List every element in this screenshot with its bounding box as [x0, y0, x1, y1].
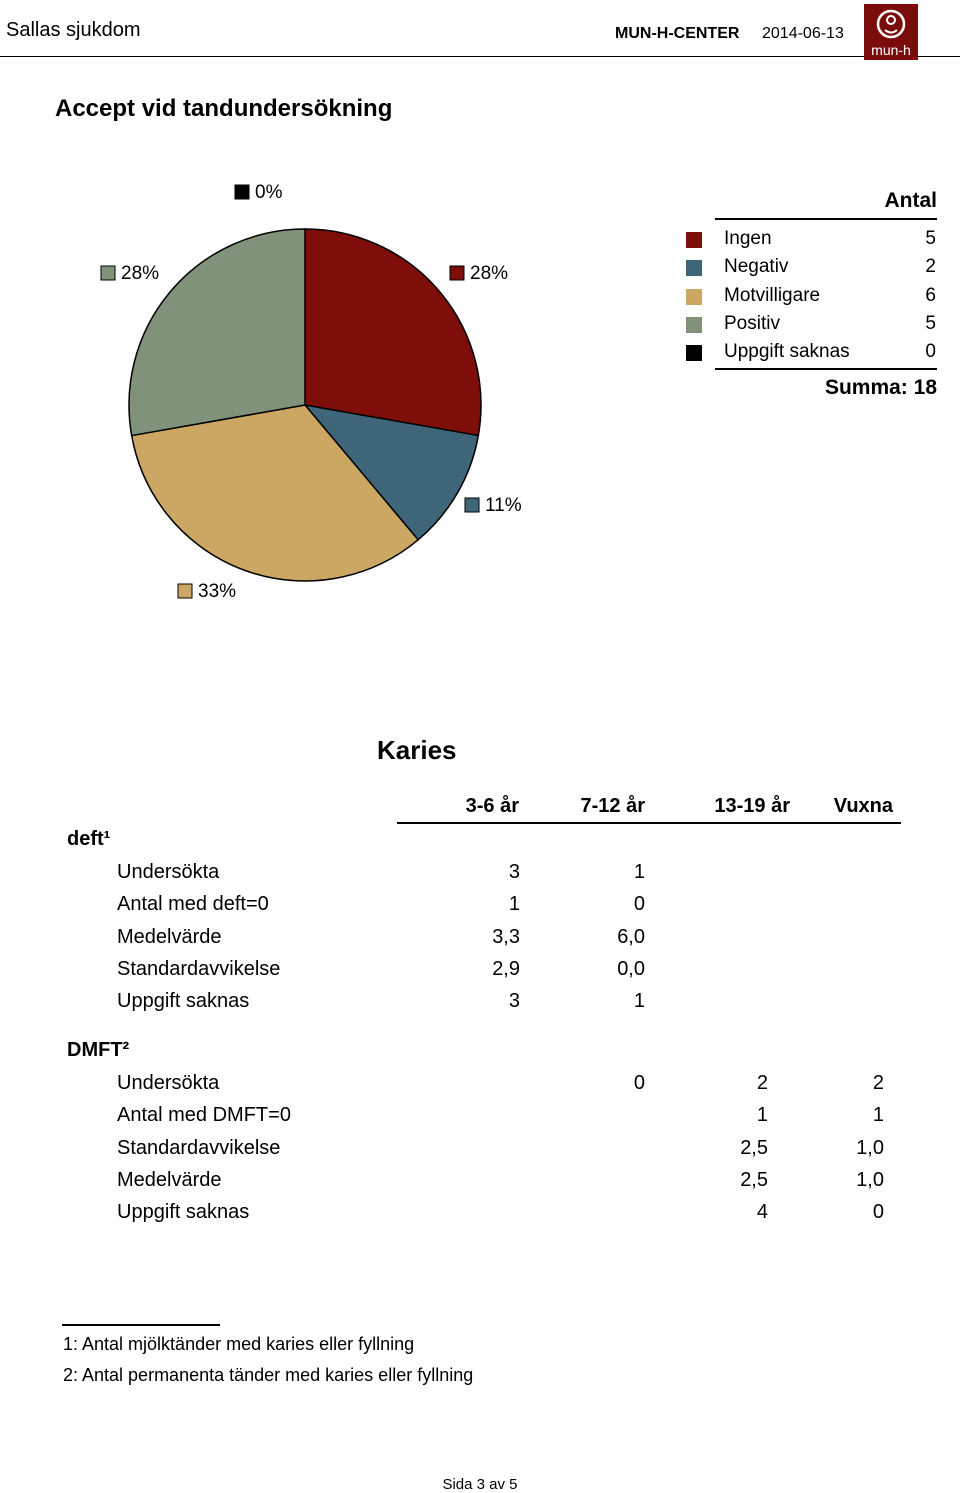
pie-label-swatch	[465, 498, 479, 512]
footnote-2: 2: Antal permanenta tänder med karies eller fyllning	[63, 1365, 474, 1385]
table-cell: 1,0	[856, 1168, 884, 1191]
table-cell: 3	[508, 990, 520, 1013]
section-label: DMFT²	[67, 1039, 130, 1061]
table-cell: 1	[508, 893, 520, 916]
logo-text: mun-h	[871, 42, 911, 58]
legend-swatch	[686, 289, 702, 305]
table-cell: 0	[872, 1201, 884, 1224]
page-number: Sida 3 av 5	[442, 1476, 518, 1493]
pie-chart	[0, 170, 660, 610]
legend-value: 5	[925, 228, 936, 249]
report-date: 2014-06-13	[762, 25, 844, 42]
legend-sum: Summa: 18	[824, 376, 937, 399]
header-divider	[0, 56, 864, 57]
legend-value: 2	[925, 256, 936, 278]
table-cell: 1,0	[856, 1136, 884, 1159]
column-header: 13-19 år	[714, 795, 790, 817]
table-cell: 2,9	[492, 957, 520, 980]
row-label: Antal med deft=0	[117, 893, 269, 916]
section-label: deft¹	[67, 828, 111, 850]
legend-label: Motvilligare	[724, 284, 821, 306]
legend-value: 5	[925, 312, 936, 334]
row-label: Standardavvikelse	[117, 1136, 281, 1159]
legend-label: Negativ	[724, 256, 789, 278]
pie-slice-positiv	[129, 229, 305, 436]
footnote-rule	[62, 1324, 220, 1326]
logo-icon	[864, 4, 918, 44]
table-cell: 2,5	[740, 1168, 768, 1191]
table-cell: 0,0	[617, 957, 645, 980]
table-cell: 2	[756, 1072, 768, 1094]
organization-name: MUN-H-CENTER	[615, 25, 740, 42]
page-title: Accept vid tandundersökning	[55, 95, 393, 122]
legend-swatch	[686, 260, 702, 276]
table-cell: 1	[633, 861, 645, 883]
row-label: Undersökta	[117, 861, 220, 883]
column-header: 3-6 år	[465, 795, 519, 817]
table-cell: 4	[756, 1201, 768, 1224]
row-label: Antal med DMFT=0	[117, 1104, 291, 1127]
row-label: Medelvärde	[117, 925, 222, 948]
legend-label: Uppgift saknas	[724, 341, 850, 363]
pie-percent-label: 28%	[470, 263, 509, 284]
table-cell: 3	[508, 861, 520, 883]
pie-percent-label: 0%	[255, 182, 283, 203]
pie-label-swatch	[101, 266, 115, 280]
row-label: Uppgift saknas	[117, 990, 250, 1013]
column-header: Vuxna	[833, 795, 893, 817]
karies-title: Karies	[377, 735, 457, 765]
pie-label-swatch	[450, 266, 464, 280]
mun-h-logo	[864, 4, 918, 60]
legend-swatch	[686, 317, 702, 333]
table-cell: 6,0	[617, 925, 645, 948]
document-subject: Sallas sjukdom	[6, 19, 141, 41]
column-header: 7-12 år	[580, 795, 645, 817]
pie-label-swatch	[178, 584, 192, 598]
table-cell: 1	[872, 1104, 884, 1127]
legend-value: 0	[925, 341, 936, 363]
table-cell: 0	[633, 1072, 645, 1094]
legend-top-rule	[715, 218, 937, 220]
pie-slice-ingen	[305, 229, 481, 436]
table-cell: 1	[633, 990, 645, 1013]
row-label: Standardavvikelse	[117, 957, 281, 980]
legend-value: 6	[925, 284, 936, 306]
legend-heading: Antal	[884, 189, 937, 212]
pie-percent-label: 11%	[485, 495, 522, 516]
table-cell: 3,3	[492, 925, 520, 948]
table-cell: 2	[872, 1072, 884, 1094]
legend-swatch	[686, 345, 702, 361]
footnote-1: 1: Antal mjölktänder med karies eller fyllning	[63, 1334, 415, 1354]
row-label: Uppgift saknas	[117, 1201, 250, 1224]
pie-percent-label: 33%	[198, 581, 237, 602]
legend-bottom-rule	[715, 368, 937, 370]
column-header-rule	[397, 822, 901, 824]
header-divider-right	[918, 56, 960, 57]
pie-label-swatch	[235, 185, 249, 199]
table-cell: 2,5	[740, 1136, 768, 1159]
legend-label: Ingen	[724, 228, 772, 249]
table-cell: 0	[633, 893, 645, 916]
row-label: Medelvärde	[117, 1168, 222, 1191]
table-cell: 1	[756, 1104, 768, 1127]
row-label: Undersökta	[117, 1072, 220, 1094]
legend-swatch	[686, 232, 702, 248]
pie-percent-label: 28%	[121, 263, 160, 284]
legend-label: Positiv	[724, 312, 780, 334]
